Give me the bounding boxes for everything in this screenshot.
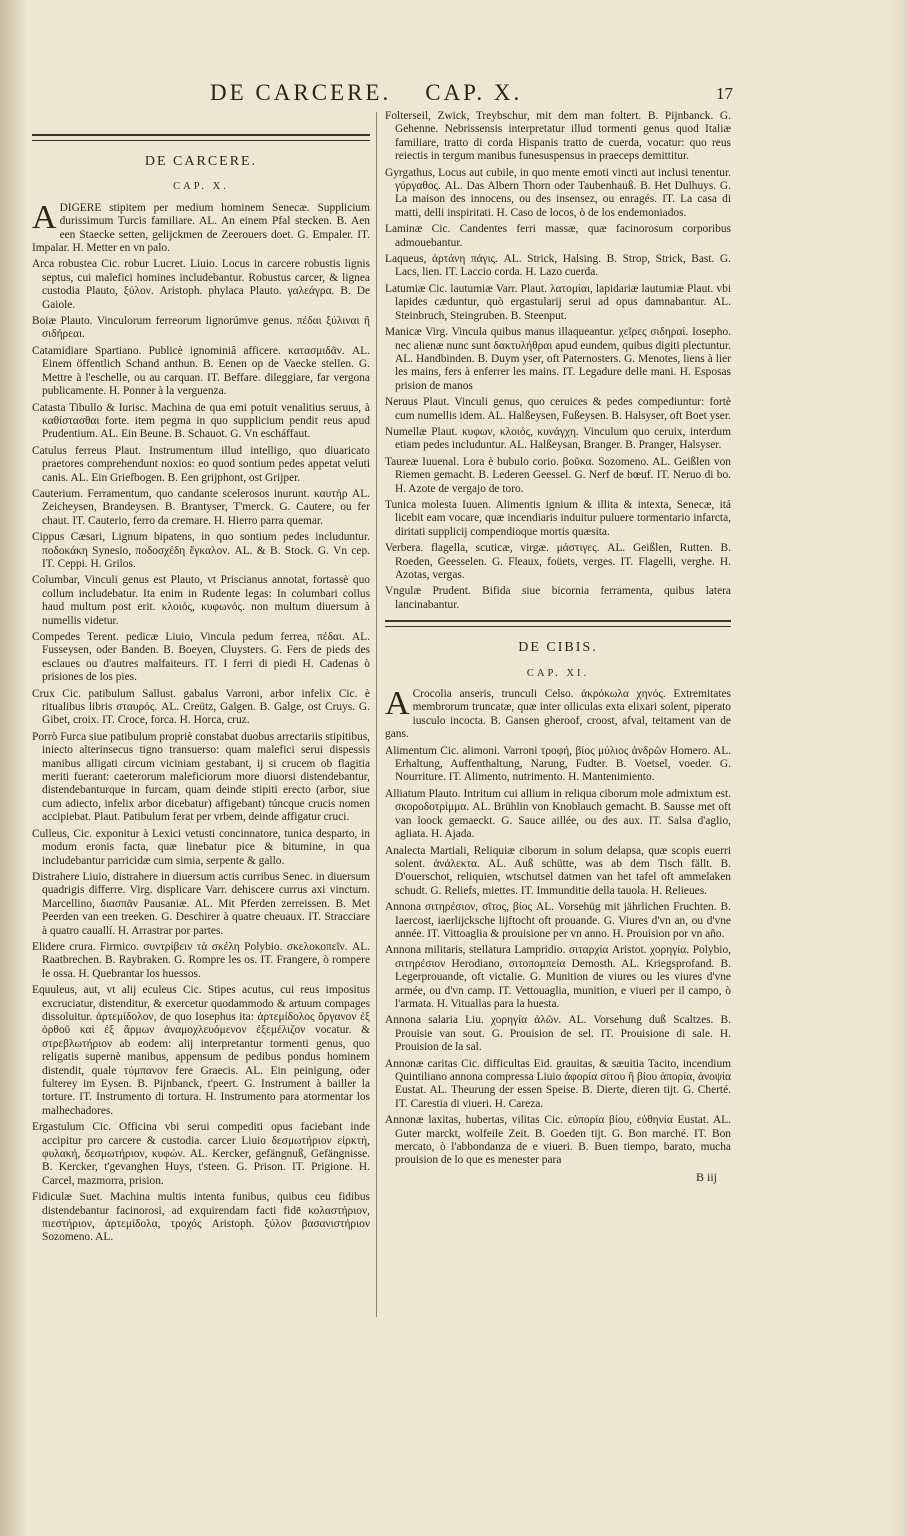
entry-text: Crux Cic. patibulum Sallust. gabalus Varroni, arbor infelix Cic. è ritualibus libris σταυρός. AL. Creütz, Galgen. B. Galge, ost Cruys. G. Gibet, croix. IT. Croce, forca. H. Horca, cruz. [32, 687, 370, 727]
dictionary-entry [32, 488, 370, 528]
entry-text: Annonæ laxitas, hubertas, vilitas Cic. εὐπορία βίου, εὐθηνία Eustat. AL. Guter marckt, wolfeile Zeit. B. Goeden tijt. G. Bon marché. IT. Bon mercato, ò l'abbondanza de e viueri. B. Buen tiempo, barato, mucha prouision de lo que es menester para [385, 1114, 731, 1167]
section-chapter: CAP. X. [173, 181, 229, 193]
entry-text: Equuleus, aut, vt alij eculeus Cic. Stipes acutus, cui reus impositus excruciatur, distenditur, & exercetur quodammodo & artuum compages dissoluitur. ἀρτεμίδολον, de quo Iosephus ita: ἀρτεμίδολος ὄργανον ἐξ ὀρθοῦ καὶ ἐξ ἄρμων ἀναμοχλευόμενον ἐξεμέλιζον vocatur. & στρεβλωτήριον ab eodem: alij interpretantur tormenti genus, quo religatis supernè manibus, appensum de pedibus pondus hominem distendit, quale τύμπανον fere Graecis. AL. Ein peinigung, oder fulterey im Eysen. B. Pijnbanck, t'peert. G. Instrument à bailler la torture. IT. Instrumento di tortura. H. Instrumento para atormentar los malhechadores. [32, 984, 370, 1117]
entry-text: Annona salaria Liu. χορηγία ἁλῶν. AL. Vorsehung duß Scaltzes. B. Prouisie van sout. G. Prouision de sel. IT. Prouisione di sale. H. Prouision de la sal. [385, 1014, 731, 1054]
dictionary-entry [385, 901, 731, 941]
column-divider [376, 112, 377, 1317]
dictionary-entry [385, 223, 731, 250]
entry-text: Columbar, Vinculi genus est Plauto, vt Priscianus annotat, fortassè quo collum includebatur. Ita enim in Rudente legas: In columbari collus haud multum post erit. κλοιός, κυφωνός. non multum diuersum à numellis videtur. [32, 574, 370, 627]
dictionary-entry [385, 396, 731, 423]
drop-cap: A [385, 685, 410, 723]
entry-text: Catasta Tibullo & Iurisc. Machina de qua emi potuit venalitius seruus, à καθίστασθαι forte. item pegma in quo supplicium pendit reus apud Prudentium. AL. Ein Beune. B. Schauot. G. Vn escháffaut. [32, 401, 370, 441]
entry-text: Annona σιτηρέσιον, σῖτος, βίος AL. Vorsehüg mit jährlichen Fruchten. B. Iaercost, iaerlijcksche lijftocht oft prouande. G. Viures d'vn an, ou d'vne année. IT. Vittoaglia & prouisione per vn anno. H. Prouision por vn año. [385, 901, 731, 940]
entry-text: Gyrgathus, Locus aut cubile, in quo mente emoti vincti aut inclusi tenentur. γύργαθος. AL. Das Albern Thorn oder Taubenhauß. B. Het Dulhuys. G. La maison des innocens, ou des insensez, ou enragés. IT. La casa di matti, delli inspiritati. H. Caso de locos, ò de los endemoniados. [385, 166, 731, 219]
dictionary-entry [32, 828, 370, 868]
entry-text: Taureæ Iuuenal. Lora è bubulo corio. βοῦκα. Sozomeno. AL. Geißlen von Riemen gemacht. B. Lederen Geessel. G. Nerf de bœuf. IT. Neruo di bo. H. Azote de vergajo de toro. [385, 455, 731, 495]
ornament-rule [385, 620, 731, 627]
page-gutter [0, 0, 28, 1536]
dictionary-entry [32, 688, 370, 728]
dictionary-entry [32, 345, 370, 399]
entry-text: Crocolia anseris, trunculi Celso. ἀκρόκωλα χηνός. Extremitates membrorum truncatæ, quæ inter olliculas exta elixari solent, piperato iusculo incocta. B. Gansen gheroof, croost, afval, teitament van de gans. [385, 688, 731, 741]
entry-text: Laminæ Cic. Candentes ferri massæ, quæ facinorosum corporibus admouebantur. [385, 223, 731, 249]
running-title: DE CARCERE. [210, 80, 392, 105]
dictionary-entry [32, 315, 370, 342]
entry-text: Distrahere Liuio, distrahere in diuersum actis curribus Senec. in diuersum quadrigis differre. Virg. displicare Varr. dehiscere currus axi vinctum. Marcellino, διασπᾶν Pausaniæ. AL. Mit Pferden zerreissen. B. Met Peerden van een treeken. G. Deschirer à quatre cheuaux. IT. Stracciare à quatro cauallí. H. Arrastrar por partes. [32, 870, 370, 937]
section-chapter: CAP. XI. [526, 667, 590, 679]
right-column [385, 110, 731, 1184]
ornament-rule [32, 134, 370, 141]
dictionary-entry [385, 253, 731, 280]
dictionary-entry [32, 531, 370, 571]
dictionary-entry [385, 326, 731, 393]
entry-text: Catamidiare Spartiano. Publicè ignominiâ afficere. κατασμιδᾶν. AL. Einem öffentlich Schand anthun. B. Eenen op de Vaecke stellen. G. Mettre à l'eschelle, ou au carquan. IT. Beffare. dileggiare, far vergona publicamente. H. Ponner à la verguenza. [32, 344, 370, 398]
dictionary-entry [385, 745, 731, 785]
dictionary-entry [385, 283, 731, 323]
left-entries [32, 198, 370, 1245]
entry-text: Fidiculæ Suet. Machina multis intenta funibus, quibus ceu fidibus distendebantur facinorosi, ad exquirendam facti fidē κολαστήριον, πιεστήριον, ἀρτεμίδολα, τροχός Aristoph. ξύλον βασανιστήριον Sozomeno. AL. [32, 1191, 370, 1244]
section-title: DE CIBIS. [518, 640, 598, 656]
dictionary-entry [385, 426, 731, 453]
dictionary-entry [385, 1058, 731, 1112]
entry-text: Vngulæ Prudent. Bifida siue bicornia ferramenta, quibus latera lancinabantur. [385, 585, 731, 611]
entry-text: Annona militaris, stellatura Lampridio. σιταρχία Aristot. χορηγία. Polybio, σιτηρέσιον Herodiano, σιτοπομπεία Demosth. AL. Kriegsprofand. B. Legerprouande, oft victalie. G. Munition de viures ou les viures d'vne armée, ou d'vn camp. IT. Vettouaglia, munition, e viueri per il campo, ò l'armata. H. Vituallas para la huesta. [385, 944, 731, 1010]
entry-text: Compedes Terent. pedicæ Liuio, Vincula pedum ferrea, πέδαι. AL. Fusseysen, oder Banden. B. Boeyen, Cluysters. G. Fers de pieds des esclaues ou d'autres malfaiteurs. IT. I ferri di piedi H. Cadenas ò prisiones de los pies. [32, 631, 370, 684]
entry-text: Manicæ Virg. Vincula quibus manus illaqueantur. χεῖρες σιδηραί. Iosepho. nec alienæ nunc sunt δακτυλήθραι apud eundem, quibus digiti plectuntur. AL. Handbinden. B. Duym yser, oft Paternosters. G. Menotes, liens à lier les mains, fers à enferrer les mains. IT. Legadure delle mani. H. Esposas prision de manos [385, 326, 731, 392]
dictionary-entry [385, 456, 731, 496]
dictionary-entry [385, 944, 731, 1011]
page-edge [887, 0, 907, 1536]
dictionary-entry [385, 788, 731, 842]
right-entries-bottom [385, 685, 731, 1168]
entry-text: Analecta Martiali, Reliquiæ ciborum in solum delapsa, quæ scopis euerri solent. ἀνάλεκτα. AL. Auß schütte, was ab dem Tisch fällt. B. D'ouerschot, reliquien, wtschutsel datmen van het tafel oft ammelaken schudt. G. Reliefs, miettes. IT. Immunditie della tauola. H. Relieues. [385, 844, 731, 897]
entry-text: Numellæ Plaut. κυφων, κλοιός, κυνάγχη. Vinculum quo ceruix, interdum etiam pedes includuntur. AL. Halßeysan, Branger. B. Pranger, Halsyser. [385, 425, 731, 452]
dictionary-entry [385, 1114, 731, 1168]
entry-text: Cippus Cæsari, Lignum bipatens, in quo sontium pedes includuntur. ποδοκάκη Synesio, ποδοσχέδη ἔγκαλον. AL. & B. Stock. G. Vn cep. IT. Ceppi. H. Grilos. [32, 531, 370, 570]
signature-mark: B iij [695, 1169, 717, 1184]
dictionary-entry [32, 731, 370, 825]
left-column [32, 126, 370, 1248]
entry-text: Elidere crura. Firmico. συντρίβειν τὰ σκέλη Polybio. σκελοκοπεῖν. AL. Raatbrechen. B. Raybraken. G. Rompre les os. IT. Frangere, ò rompere le ossa. H. Quebrantar los huessos. [32, 940, 370, 980]
entry-text: Cauterium. Ferramentum, quo candante scelerosos inurunt. καυτήρ AL. Zeicheysen, Brandeysen. B. Brantyser, T'merck. G. Cautere, ou fer chaut. IT. Cauterio, ferro da cremare. H. Hierro parra quemar. [32, 487, 370, 527]
dictionary-entry [32, 871, 370, 938]
entry-text: Neruus Plaut. Vinculi genus, quo ceruices & pedes compediuntur: fortè cum numellis idem. AL. Halßeysen, Fußeysen. B. Halsyser, oft Boet yser. [385, 396, 731, 422]
dictionary-entry [385, 110, 731, 164]
section-title: DE CARCERE. [144, 154, 258, 169]
entry-text: Annonæ caritas Cic. difficultas Eid. grauitas, & sæuitia Tacito, incendium Quintiliano annona compressa Liuio ἀφορία σίτου ἢ βίου ἀπορία, ἀνοψία Eustat. AL. Theurung der essen Speise. B. Dierte, dieren tijt. G. Cherté. IT. Carestia di viueri. H. Careza. [385, 1057, 731, 1110]
dictionary-entry [32, 445, 370, 485]
entry-text: Tunica molesta Iuuen. Alimentis ignium & illita & intexta, Senecæ, itá licebit eam vocare, quæ incendiaris induitur puluere tormentario infarcta, diritati supplicij compendioque mortis quæsita. [385, 498, 731, 538]
entry-text: DIGERE stipitem per medium hominem Senecæ. Supplicium durissimum Turcis familiare. AL. An einem Pfal stecken. B. Aen een Staecke setten, gelijckmen de Zeerouers doet. G. Empaler. IT. Impalar. H. Metter en vn palo. [32, 201, 370, 255]
entry-text: Alliatum Plauto. Intritum cui allium in reliqua ciborum mole admixtum est. σκοροδοτρίμμα. AL. Brühlin von Knoblauch gemacht. B. Sausse met oft van loock gemaeckt. G. Sauce aillée, ou des aux. IT. Salsa d'aglio, agliata. H. Ajada. [385, 787, 731, 841]
dictionary-entry [385, 585, 731, 612]
right-entries-top [385, 110, 731, 612]
dictionary-entry [32, 631, 370, 685]
dictionary-entry [32, 984, 370, 1118]
entry-text: Boiæ Plauto. Vinculorum ferreorum lignorúmve genus. πέδαι ξύλιναι ἢ σιδήρεαι. [32, 315, 370, 341]
entry-text: Porrò Furca siue patibulum propriè constabat duobus arrectariis stipitibus, iniecto alterinsecus tigno transuerso: quam malefici serui dispessis manibus alligati circum viciniam gestabant, ij si crucem ob flagitia meriti fuerant: caeterorum maleficiorum more diuorsi distendebantur, distendebanturque in furcam, quam deinde stipiti erecto (arbor, siue cum adiecto, infelix arbor dicebatur) affigebant) túncque crucis nomen accipiebat. Plaut. Patibulum ferat per vrbem, deinde affigatur cruci. [32, 730, 370, 824]
dictionary-entry [32, 941, 370, 981]
dictionary-entry [32, 402, 370, 442]
dictionary-entry [385, 499, 731, 539]
running-header [210, 80, 522, 106]
entry-text: Catulus ferreus Plaut. Instrumentum illud intelligo, quo diuaricato praetores comprehendunt noxios: eo quod sontium pedes appetat veluti canis. AL. Ein Griefbogen. B. Een grijphont, ost Grijper. [32, 444, 370, 484]
entry-text: Ergastulum Cic. Officina vbi serui compediti opus faciebant inde accipitur pro carcere & custodia. carcer Liuio δεσμωτήριον εἱρκτή, φυλακή, δεσμωτήριον, κυφών. AL. Kercker, gefängnuß, Gefängnisse. B. Kercker, t'gevanghen Huys, t'steen. G. Prison. IT. Prigione. H. Carcel, mazmorra, prision. [32, 1121, 370, 1187]
dictionary-entry [385, 542, 731, 582]
entry-text: Culleus, Cic. exponitur à Lexici vetusti concinnatore, tunica desparto, in modum eronis facta, quæ linebatur pice & bitumine, in qua includebantur parricidæ cum simia, serpente & gallo. [32, 827, 370, 867]
dictionary-entry [32, 1121, 370, 1188]
dictionary-entry [385, 167, 731, 221]
entry-text: Alimentum Cic. alimoni. Varroni τροφή, βίος μύλιος ἀνδρῶν Homero. AL. Erhaltung, Auffenthaltung, Narung, Fudter. B. Voetsel, voeder. G. Nourriture. IT. Alimento, nutrimento. H. Mantenimiento. [385, 744, 731, 784]
dictionary-entry [32, 574, 370, 628]
entry-text: Arca robustea Cic. robur Lucret. Liuio. Locus in carcere robustis lignis septus, cui malefici homines includebantur. Robustus carcer, & lignea custodia Plauto, ξύλον. Aristoph. phylaca Plauto. γαλεάγρα. B. De Gaiole. [32, 258, 370, 311]
running-chapter: CAP. X. [425, 80, 523, 105]
dictionary-entry [385, 1014, 731, 1054]
entry-text: Latumiæ Cic. lautumiæ Varr. Plaut. λατομίαι, lapidariæ lautumiæ Plaut. vbi lapides cæduntur, quò ergastularij serui ad opus damnabantur. AL. Steinbruch, Steingruben. B. Steenput. [385, 282, 731, 322]
dictionary-entry [32, 198, 370, 256]
drop-cap: A [32, 198, 57, 236]
dictionary-entry [385, 685, 731, 742]
entry-text: Verbera. flagella, scuticæ, virgæ. μάστιγες. AL. Geißlen, Rutten. B. Roeden, Geesselen. G. Fleaux, foüets, verges. IT. Flagelli, verghe. H. Azotas, vergas. [385, 542, 731, 581]
dictionary-entry [32, 1191, 370, 1245]
dictionary-entry [385, 845, 731, 899]
entry-text: Folterseil, Zwick, Treybschur, mit dem man foltert. B. Pijnbanck. G. Gehenne. Nebrissensis interpretatur illud tormenti genus quod Italiæ familiare, tratto di corda Hispanis tratto de cuerda, vocatur: quo reus reiectis in tergum manibus funesuspensus in praeceps demittitur. [385, 110, 731, 163]
page-number: 17 [716, 84, 733, 103]
entry-text: Laqueus, ἀρτάνη πάγις. AL. Strick, Halsing. B. Strop, Strick, Bast. G. Lacs, lien. IT. Laccio corda. H. Lazo cuerda. [385, 253, 731, 279]
dictionary-entry [32, 258, 370, 312]
